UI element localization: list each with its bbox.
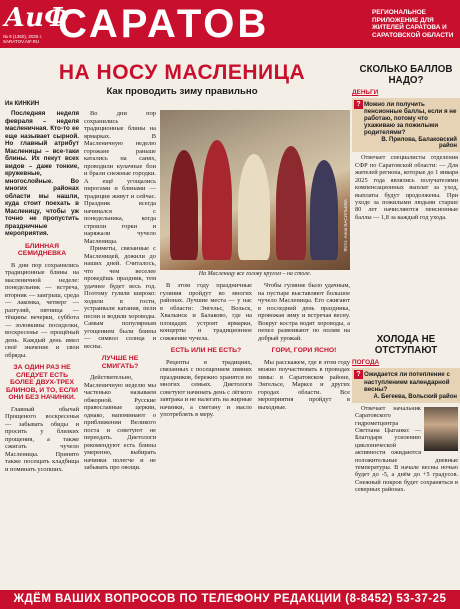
column-1-end: Главный обычай Прощеного воскресенья — забывать обиды и просить у близких прощения, а также сжигать чучело Масленицы. Принято также посещать кладбища и поминать усопших. (5, 405, 79, 473)
sidebar (352, 48, 460, 609)
subheading-pull-quote: ЗА ОДИН РАЗ НЕ СЛЕДУЕТ ЕСТЬ БОЛЕЕ ДВУХ-ТРЕХ БЛИНОВ, И ТО, ЕСЛИ ОНИ БЕЗ НАЧИНКИ. (6, 364, 78, 401)
photo-figure (170, 150, 198, 260)
question-text: Можно ли получить пенсионные баллы, если я не работаю, потому что ухаживаю за пожилыми родителями? (364, 101, 457, 137)
article-subheadline: Как проводить зиму правильно (106, 86, 258, 97)
rubric-money: ДЕНЬГИ (352, 89, 379, 96)
expert-photo (424, 407, 458, 451)
photo-figure (202, 140, 232, 260)
subheading-smigat: ЛУЧШЕ НЕ СМИГАТЬ? (101, 355, 139, 370)
newspaper-title: САРАТОВ (58, 2, 270, 46)
question-icon: ? (354, 370, 363, 379)
subheading-gori: ГОРИ, ГОРИ ЯСНО! (271, 347, 337, 354)
column-4-text: Чтобы гуляние было удачным, на пустыре выставляют большое чучело Масленицы. Его сжигают в последний день праздника, провожая зиму и встречая весну. Вокруг костра водят хороводы, а пепел развеивают по полям на добрый урожай. (258, 282, 350, 342)
footer-banner: ЖДЁМ ВАШИХ ВОПРОСОВ ПО ТЕЛЕФОНУ РЕДАКЦИИ (8-8452) 53-37-25 (0, 590, 460, 609)
issue-info: № 9 (1360), 2025 г. SARATOV.AIF.RU (3, 34, 42, 44)
question-author: В. Прилова, Балаковский район (381, 137, 457, 150)
article-author: Ия КИНКИН (5, 101, 40, 107)
rubric-weather: ПОГОДА (352, 359, 380, 367)
subheading-est: ЕСТЬ ИЛИ НЕ ЕСТЬ? (170, 347, 242, 354)
column-2-after: Действительно, Масленичную неделю мы частенько называем обжорной. Русские православные церкви, однако, напоминают о приближении Великого поста и советуют не переедать. Диетологи рекомендуют есть блины умеренно, выбирать начинки полегче и не забывать про овощи. (84, 374, 156, 471)
column-1-text: В дни пор сохранились традиционные блины на масленичной неделе: понедельник — встреча, вторник — заигрыш, среда — лакомка, четверг — разгуляй, пятница — тёщины вечерки, суббота — золовкины посиделки, воскресенье — прощёный день. Каждый день имел своё значение и свои обряды. (5, 261, 79, 359)
subheading-blin: БЛИННАЯ СЕМИДНЕВКА (17, 242, 67, 257)
column-4-after: Мы расскажем, где в этом году можно поучаствовать в проводах зимы: в Саратовском районе, Энгельсе, Марксе и других городах области. Все мероприятия пройдут в выходные. (258, 358, 350, 411)
column-3-after: Рецепты в традициях, связанных с посещением зимних праздников, бережно хранятся во многих семьях. Диетологи советуют начинать день с лёгкого завтрака и не налегать на жирные начинки, а сметану и масло употреблять в меру. (160, 358, 252, 418)
column-2-intro: Во дни пор сохранились традиционные блины на ярмарках. В Масленичную неделю горожане раньше катались на санях, проводили кулачные бои и брали снежные городки. А ещё угощались пирогами и блинами — традиции живут и сейчас. Праздник всегда начинался с понедельника, когда строили горки и наряжали чучело Масленицы. (84, 110, 156, 245)
photo-figure (238, 154, 270, 260)
question-box (352, 98, 460, 152)
question-box-2 (352, 368, 460, 402)
question-text-2: Ожидается ли потепление с наступлением календарной весны? (364, 371, 450, 393)
article-column-1 (5, 110, 79, 588)
article-column-2 (84, 110, 156, 588)
sidebar-heading-2: ХОЛОДА НЕ ОТСТУПАЮТ (374, 334, 438, 357)
appendix-label: РЕГИОНАЛЬНОЕ ПРИЛОЖЕНИЕ ДЛЯ ЖИТЕЛЕЙ САРАТОВА И САРАТОВСКОЙ ОБЛАСТИ (372, 9, 454, 39)
question-icon: ? (354, 100, 363, 109)
column-3-text: В этом году праздничные гуляния пройдут во многих районах. Лучшие места — у нас в области: Энгельс, Вольск, Хвалынск и Балаково, где на площадях устроят ярмарки, концерты и традиционное сожжение чучела. (160, 282, 252, 342)
answer-text: Отвечает специалисты отделения СФР по Саратовской области: — Для жителей региона, которые до 1 января 2025 года являлись получателями компенсационных выплат за уход, выплаты будут продолжены. При уходе за пожилыми людьми старше 80 лет начисляются пенсионные баллы — 1,8 за каждый год ухода. (355, 154, 458, 221)
article-headline: НА НОСУ МАСЛЕНИЦА (58, 61, 306, 84)
aif-logo: АиФ (4, 3, 69, 33)
photo-caption: На Масленицу все голову кругом – на столе. (198, 271, 312, 277)
sidebar-heading: СКОЛЬКО БАЛЛОВ НАДО? (359, 64, 453, 86)
masthead (0, 0, 460, 48)
question-author-2: А. Бегеева, Вольский район (373, 393, 457, 400)
answer-text-2: Отвечает начальник Саратовского гидрометцентра Светлана Цыганко: — Благодаря усилению циклонической активности ожидаются положительные дневные температуры. В начале весны ночью будет до -5, а днём до +5 градусов. Снежный покров будет сохраняться в северных районах. (355, 404, 458, 494)
photo-figure (310, 160, 338, 260)
photo-credit: Фото: Анна ВАСИЛЬЕВА (343, 199, 348, 252)
article-lead: Последняя неделя февраля – неделя масленичная. Кто-то ее еще называет сырной. Но главный атрибут Масленицы – все-таки блины. Их пекут всех видов – даже тонкие, кружевные, многослойные. Во многих районах области мы нашли, куда стоит поехать в Масленицу, чтобы уж точно не пропустить праздничные мероприятия. (5, 110, 79, 237)
column-2-text: Приметы, связанные с Масленицей, дожили до наших дней. Считалось, что чем веселее проведёшь праздник, тем удачнее будет весь год. Поэтому гуляли широко: ходили в гости, устраивали катания, пели песни и водили хороводы. Самым популярным угощением были блины — символ солнца и весны. (84, 245, 156, 350)
article-photo (160, 110, 350, 270)
article-column-4 (258, 282, 350, 588)
article-column-3 (160, 282, 252, 588)
photo-figure (276, 146, 306, 260)
